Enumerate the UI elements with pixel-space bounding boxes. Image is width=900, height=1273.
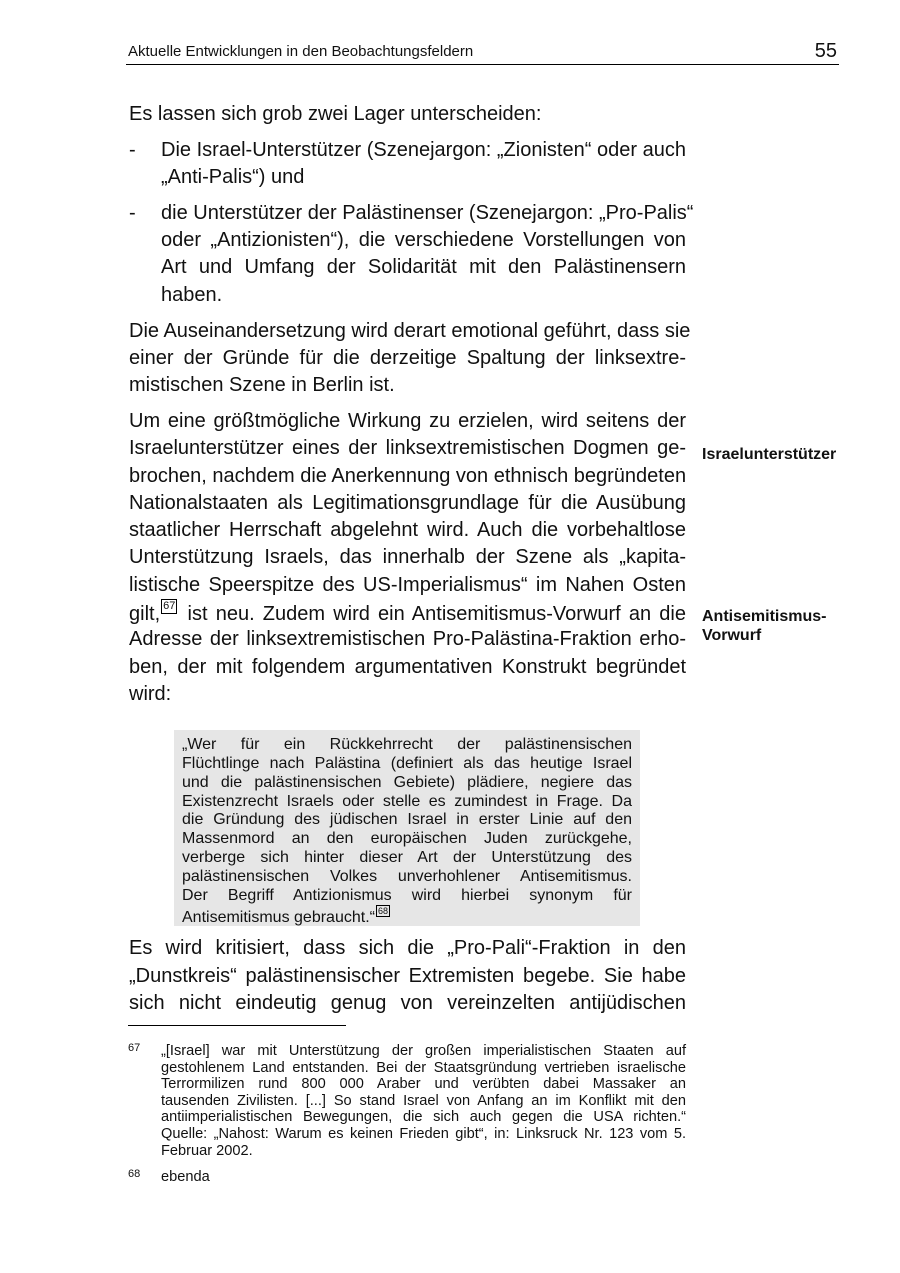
- footnote-line: Terrormilizen rund 800 000 Araber und verübten dabei Massaker an: [161, 1076, 686, 1093]
- footnote-67: [128, 1043, 686, 1159]
- paragraph-israel-supporters: [129, 408, 686, 708]
- text-line: haben.: [161, 283, 223, 306]
- quote-line: Flüchtlinge nach Palästina (definiert als das heutige Israel: [182, 755, 632, 773]
- text-line: mistischen Szene in Berlin ist.: [129, 374, 395, 397]
- footnote-line: Quelle: „Nahost: Warum es keinen Frieden gibt“, in: Linksruck Nr. 123 vom 5.: [161, 1125, 686, 1142]
- text-line: brochen, nachdem die Anerkennung von ethnisch begründeten: [129, 464, 687, 487]
- footnote-text: [161, 1169, 686, 1186]
- quote-line: Der Begriff Antizionismus wird hierbei synonym für: [182, 886, 632, 904]
- text-run: Antisemitismus gebraucht.“: [182, 909, 375, 927]
- footnote-line: antiimperialistischen Bewegungen, die sich auch gegen die USA richten.“: [161, 1109, 686, 1126]
- quote-line: die Gründung des jüdischen Israel in erster Linie auf den: [182, 811, 632, 829]
- footnote-text: [161, 1043, 686, 1159]
- text-line: wird:: [129, 682, 172, 705]
- paragraph-criticism: [129, 935, 686, 1017]
- text-line: die Unterstützer der Palästinenser (Szenejargon: „Pro-Palis“: [161, 201, 694, 224]
- text-line: Die Auseinandersetzung wird derart emotional geführt, dass sie: [129, 319, 691, 342]
- margin-note-line: Vorwurf: [702, 627, 762, 644]
- bullet-item-israel-supporters: [129, 137, 686, 192]
- text-line: einer der Gründe für die derzeitige Spaltung der linksextre-: [129, 346, 686, 369]
- text-line: Art und Umfang der Solidarität mit den Palästinensern: [161, 256, 686, 279]
- text-line: Adresse der linksextremistischen Pro-Palästina-Fraktion erho-: [129, 628, 686, 651]
- quote-line: und die palästinensischen Gebiete) plädiere, negiere das: [182, 773, 632, 791]
- text-line: Es wird kritisiert, dass sich die „Pro-Pali“-Fraktion in den: [129, 937, 686, 960]
- text-line-with-footnote: [129, 599, 686, 626]
- margin-note-antisemitismus: [702, 607, 826, 645]
- footnote-ref-67[interactable]: 67: [163, 600, 176, 613]
- page-number: 55: [814, 40, 837, 62]
- intro-paragraph: [129, 101, 686, 128]
- text-line: Es lassen sich grob zwei Lager unterscheiden:: [129, 103, 542, 125]
- quote-line: „Wer für ein Rückkehrrecht der palästinensischen: [182, 736, 632, 754]
- text-run: ist neu. Zudem wird ein Antisemitismus-Vorwurf an die: [187, 603, 686, 626]
- text-run: gilt,: [129, 603, 161, 626]
- text-line: Nationalstaaten als Legitimationsgrundlage für die Ausübung: [129, 491, 686, 514]
- footnote-line: „[Israel] war mit Unterstützung der großen imperialistischen Staaten auf: [161, 1043, 686, 1059]
- quote-line: palästinensischen Volkes unverhohlener Antisemitismus.: [182, 867, 632, 885]
- text-line: Israelunterstützer eines der linksextremistischen Dogmen ge-: [129, 437, 686, 460]
- quote-line-with-footnote: [182, 905, 632, 927]
- paragraph-emotional-debate: [129, 318, 691, 400]
- text-line: staatlicher Herrschaft abgelehnt wird. Auch die vorbehaltlose: [129, 519, 686, 542]
- footnote-ref-68[interactable]: 68: [377, 906, 388, 917]
- margin-note-line: Antisemitismus-: [702, 608, 827, 625]
- body-text: [129, 101, 694, 1026]
- text-line: Unterstützung Israels, das innerhalb der Szene als „kapita-: [129, 546, 686, 569]
- running-header-title: Aktuelle Entwicklungen in den Beobachtungsfeldern: [128, 43, 474, 60]
- footnote-68: [128, 1169, 686, 1186]
- bullet-dash: -: [129, 201, 136, 224]
- text-line: „Anti-Palis“) und: [161, 166, 305, 189]
- margin-note-israelunterstuetzer: Israelunterstützer: [702, 446, 837, 463]
- text-line: „Dunstkreis“ palästinensischer Extremisten begebe. Sie habe: [129, 964, 686, 987]
- bullet-dash: -: [129, 138, 136, 161]
- header-rule: [126, 64, 839, 65]
- quote-line: Massenmord an den europäischen Juden zurückgehe,: [182, 830, 632, 848]
- text-line: oder „Antizionisten“), die verschiedene Vorstellungen von: [161, 229, 686, 252]
- block-quote: [174, 730, 640, 926]
- text-line: listische Speerspitze des US-Imperialismus“ im Nahen Osten: [129, 573, 686, 596]
- footnote-number: 68: [128, 1168, 141, 1180]
- footnote-line: gestohlenem Land entstanden. Bei der Staatsgründung vertrieben israelische: [161, 1059, 686, 1076]
- text-line: ben, der mit folgendem argumentativen Konstrukt begründet: [129, 655, 686, 678]
- text-line: sich nicht eindeutig genug von vereinzelten antijüdischen: [129, 991, 686, 1014]
- footnote-line: tausenden Zivilisten. [...] So stand Israel von Anfang an im Konflikt mit den: [161, 1092, 686, 1109]
- text-line: Um eine größtmögliche Wirkung zu erzielen, wird seitens der: [129, 409, 686, 432]
- quote-line: Existenzrecht Israels oder stelle es zumindest in Frage. Da: [182, 792, 632, 810]
- footnote-line: Februar 2002.: [161, 1142, 253, 1159]
- footnote-number: 67: [128, 1042, 141, 1054]
- footnote-line: ebenda: [161, 1169, 210, 1185]
- footnote-separator: [128, 1025, 346, 1026]
- quote-line: verberge sich hinter dieser Art der Unterstützung des: [182, 849, 632, 867]
- bullet-item-palestine-supporters: [129, 200, 694, 309]
- text-line: Die Israel-Unterstützer (Szenejargon: „Zionisten“ oder auch: [161, 138, 686, 161]
